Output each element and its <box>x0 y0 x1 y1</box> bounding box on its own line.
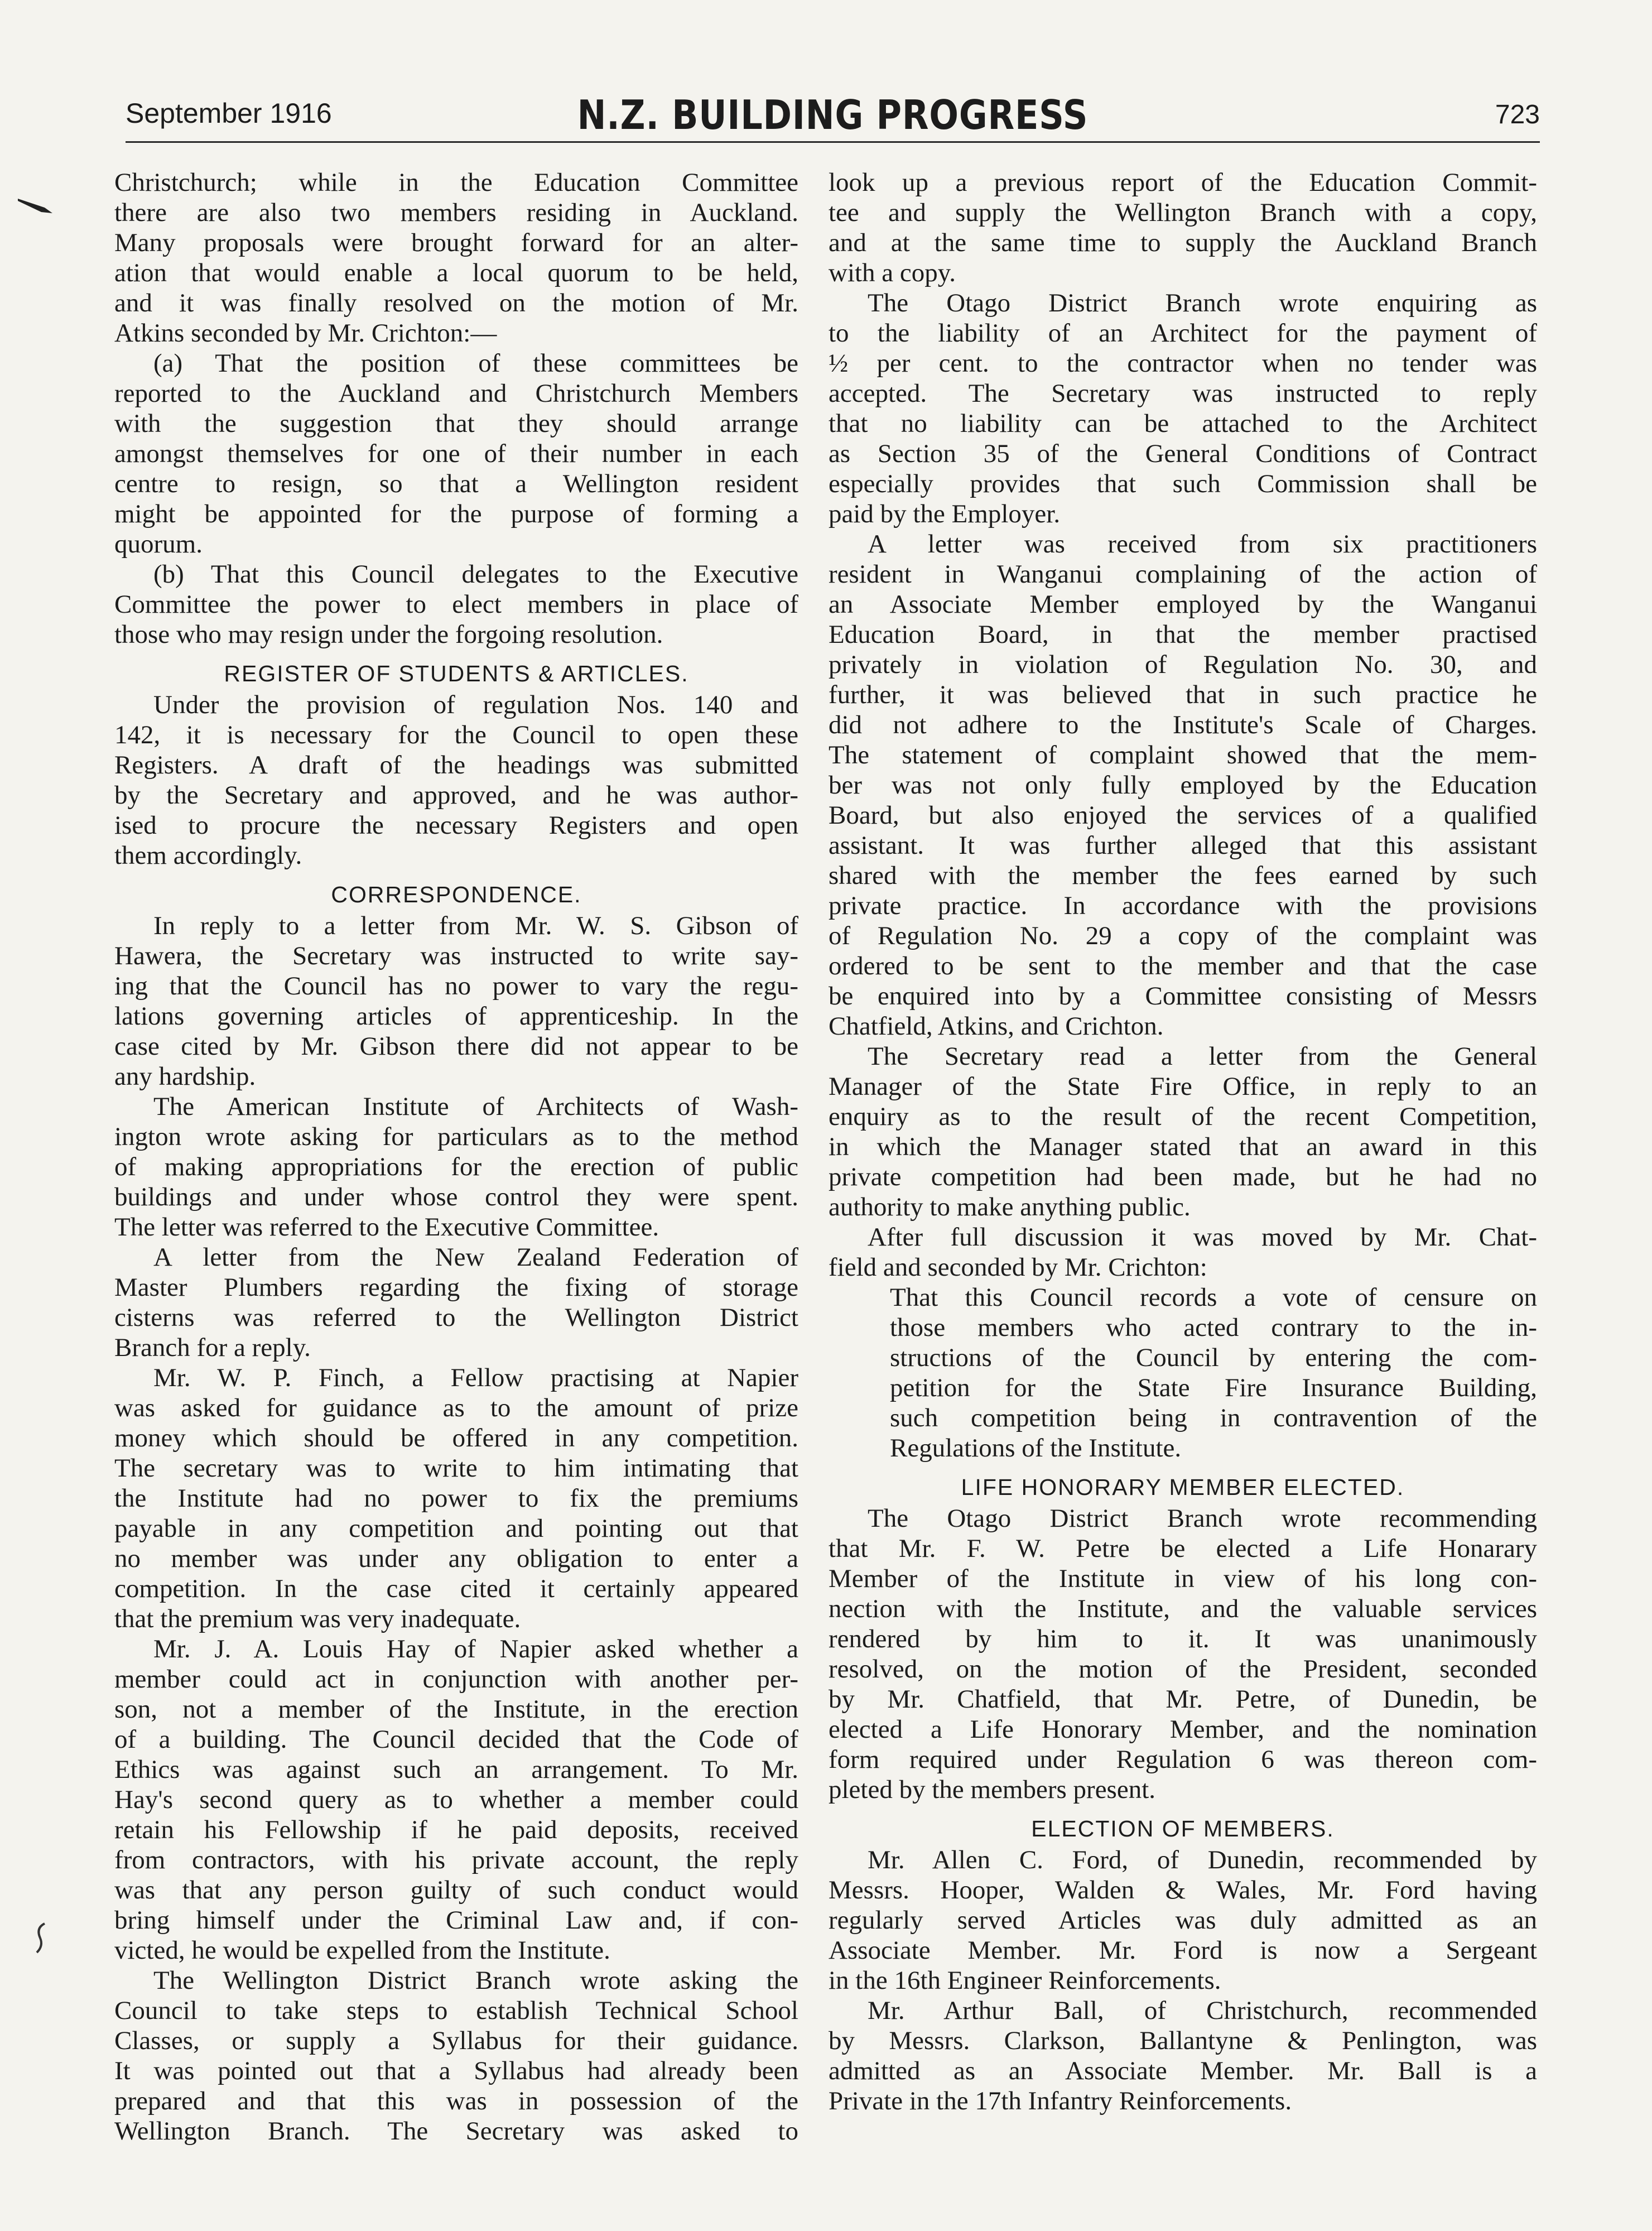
text-line: rendered by him to it. It was unanimously <box>829 1624 1537 1653</box>
text-line: further, it was believed that in such practice he <box>829 680 1537 709</box>
text-line: Hay's second query as to whether a member could <box>114 1785 798 1814</box>
text-line: them accordingly. <box>114 841 302 870</box>
text-line: private competition had been made, but he had no <box>829 1162 1537 1191</box>
text-line: reported to the Auckland and Christchurch Members <box>114 379 798 408</box>
text-line: Ethics was against such an arrangement. To Mr. <box>114 1755 798 1784</box>
text-line: ordered to be sent to the member and that the case <box>829 951 1537 980</box>
text-line: ing that the Council has no power to vary the regu- <box>114 972 798 1001</box>
text-line: privately in violation of Regulation No. 30, and <box>829 650 1537 679</box>
text-line: resident in Wanganui complaining of the action of <box>829 560 1537 589</box>
right-text-column <box>829 167 1537 2116</box>
text-line: 142, it is necessary for the Council to open these <box>114 720 798 749</box>
text-line: accepted. The Secretary was instructed to reply <box>829 379 1537 408</box>
text-line: was asked for guidance as to the amount of prize <box>114 1393 798 1422</box>
text-line: by the Secretary and approved, and he was author- <box>114 781 798 810</box>
text-line: enquiry as to the result of the recent Competition, <box>829 1102 1537 1131</box>
text-line: with the suggestion that they should arrange <box>114 409 798 438</box>
text-line: member could act in conjunction with another per- <box>114 1665 798 1694</box>
text-line: of a building. The Council decided that the Code of <box>114 1725 798 1754</box>
text-line: might be appointed for the purpose of forming a <box>114 499 798 528</box>
text-line: ½ per cent. to the contractor when no tender was <box>829 349 1537 378</box>
text-line: authority to make anything public. <box>829 1193 1191 1222</box>
text-line: Board, but also enjoyed the services of a qualified <box>829 801 1537 830</box>
text-line: Private in the 17th Infantry Reinforcements. <box>829 2086 1292 2115</box>
text-line: tee and supply the Wellington Branch with a copy, <box>829 198 1537 227</box>
text-line: there are also two members residing in Auckland. <box>114 198 798 227</box>
text-line: be enquired into by a Committee consisting of Messrs <box>829 982 1537 1011</box>
text-line: assistant. It was further alleged that this assistant <box>829 831 1537 860</box>
resolution-text-line: petition for the State Fire Insurance Building, <box>890 1373 1537 1402</box>
margin-arrow-mark-icon <box>17 195 54 215</box>
section-heading: LIFE HONORARY MEMBER ELECTED. <box>961 1474 1405 1500</box>
text-line: as Section 35 of the General Conditions of Contract <box>829 439 1537 468</box>
text-line: regularly served Articles was duly admitted as an <box>829 1906 1537 1935</box>
text-line: was that any person guilty of such conduct would <box>114 1876 798 1905</box>
text-line: and it was finally resolved on the motion of Mr. <box>114 289 798 318</box>
text-line: shared with the member the fees earned by such <box>829 861 1537 890</box>
text-line: Member of the Institute in view of his long con- <box>829 1564 1537 1593</box>
text-line: an Associate Member employed by the Wanganui <box>829 590 1537 619</box>
resolution-text-line: Regulations of the Institute. <box>890 1434 1182 1463</box>
text-line: and at the same time to supply the Auckland Branch <box>829 228 1537 257</box>
text-line: Education Board, in that the member practised <box>829 620 1537 649</box>
text-line: son, not a member of the Institute, in the erection <box>114 1695 798 1724</box>
text-line: in the 16th Engineer Reinforcements. <box>829 1966 1221 1995</box>
text-line: form required under Regulation 6 was thereon com- <box>829 1745 1537 1774</box>
page-header <box>126 94 1540 145</box>
page-number: 723 <box>1495 100 1540 129</box>
text-line: private practice. In accordance with the provisions <box>829 891 1537 920</box>
text-line: (a) That the position of these committees be <box>153 349 798 378</box>
resolution-text-line: That this Council records a vote of censure on <box>890 1283 1537 1312</box>
text-line: buildings and under whose control they were spent. <box>114 1182 798 1211</box>
text-line: The statement of complaint showed that the mem- <box>829 741 1537 770</box>
text-line: (b) That this Council delegates to the Executive <box>153 560 798 589</box>
text-line: money which should be offered in any competition. <box>114 1424 798 1453</box>
text-line: those who may resign under the forgoing resolution. <box>114 620 663 649</box>
text-line: Wellington Branch. The Secretary was asked to <box>114 2117 798 2146</box>
text-line: Mr. Allen C. Ford, of Dunedin, recommended by <box>868 1845 1537 1874</box>
section-heading: CORRESPONDENCE. <box>331 882 582 907</box>
text-line: nection with the Institute, and the valuable services <box>829 1594 1537 1623</box>
text-line: the Institute had no power to fix the premiums <box>114 1484 798 1513</box>
text-line: that no liability can be attached to the Architect <box>829 409 1537 438</box>
text-line: Christchurch; while in the Education Committee <box>114 168 798 197</box>
text-line: The Wellington District Branch wrote asking the <box>153 1966 798 1995</box>
text-line: Branch for a reply. <box>114 1333 311 1362</box>
resolution-text-line: such competition being in contravention of the <box>890 1403 1537 1432</box>
text-line: any hardship. <box>114 1062 256 1091</box>
text-line: Mr. W. P. Finch, a Fellow practising at Napier <box>153 1363 798 1392</box>
text-line: with a copy. <box>829 258 956 287</box>
text-line: Messrs. Hooper, Walden & Wales, Mr. Ford having <box>829 1876 1537 1905</box>
text-line: ington wrote asking for particulars as to the method <box>114 1122 798 1151</box>
text-line: Chatfield, Atkins, and Crichton. <box>829 1012 1164 1041</box>
header-rule <box>126 141 1540 143</box>
text-line: resolved, on the motion of the President, seconded <box>829 1655 1537 1684</box>
text-line: A letter from the New Zealand Federation of <box>153 1243 798 1272</box>
section-heading: REGISTER OF STUDENTS & ARTICLES. <box>224 661 689 686</box>
text-line: The Otago District Branch wrote recommending <box>868 1504 1537 1533</box>
text-line: ation that would enable a local quorum to be held, <box>114 258 798 287</box>
text-line: Hawera, the Secretary was instructed to write say- <box>114 941 798 970</box>
text-line: Registers. A draft of the headings was submitted <box>114 751 798 780</box>
text-line: The Secretary read a letter from the General <box>868 1042 1537 1071</box>
section-heading: ELECTION OF MEMBERS. <box>1031 1816 1335 1841</box>
text-line: from contractors, with his private account, the reply <box>114 1845 798 1874</box>
text-line: no member was under any obligation to enter a <box>114 1544 798 1573</box>
text-line: amongst themselves for one of their number in each <box>114 439 798 468</box>
text-line: admitted as an Associate Member. Mr. Ball is a <box>829 2056 1537 2085</box>
text-line: Classes, or supply a Syllabus for their guidance. <box>114 2026 798 2055</box>
text-line: of making appropriations for the erection of public <box>114 1152 798 1181</box>
text-line: centre to resign, so that a Wellington resident <box>114 469 798 498</box>
text-line: that the premium was very inadequate. <box>114 1604 521 1633</box>
text-line: Many proposals were brought forward for an alter- <box>114 228 798 257</box>
header-date: September 1916 <box>126 98 332 129</box>
text-line: Mr. J. A. Louis Hay of Napier asked whether a <box>153 1634 798 1663</box>
text-line: case cited by Mr. Gibson there did not appear to be <box>114 1032 798 1061</box>
text-line: cisterns was referred to the Wellington District <box>114 1303 798 1332</box>
left-text-column <box>114 167 798 2146</box>
text-line: to the liability of an Architect for the payment of <box>829 319 1537 348</box>
text-line: The American Institute of Architects of Wash- <box>153 1092 798 1121</box>
text-line: pleted by the members present. <box>829 1775 1156 1804</box>
text-line: The letter was referred to the Executive Committee. <box>114 1213 659 1242</box>
resolution-text-line: structions of the Council by entering the com- <box>890 1343 1537 1372</box>
text-line: competition. In the case cited it certainly appeared <box>114 1574 798 1603</box>
publication-title: N.Z. BUILDING PROGRESS <box>577 92 1089 138</box>
text-line: elected a Life Honorary Member, and the nomination <box>829 1715 1537 1744</box>
text-line: ber was not only fully employed by the Education <box>829 771 1537 800</box>
text-line: In reply to a letter from Mr. W. S. Gibson of <box>153 911 798 940</box>
text-line: by Mr. Chatfield, that Mr. Petre, of Dunedin, be <box>829 1685 1537 1714</box>
text-line: Under the provision of regulation Nos. 140 and <box>153 690 798 719</box>
text-line: After full discussion it was moved by Mr. Chat- <box>868 1223 1537 1252</box>
text-line: Council to take steps to establish Technical School <box>114 1996 798 2025</box>
text-line: lations governing articles of apprenticeship. In the <box>114 1002 798 1031</box>
text-line: Atkins seconded by Mr. Crichton:— <box>114 319 497 348</box>
text-line: The secretary was to write to him intimating that <box>114 1454 798 1483</box>
text-line: Committee the power to elect members in place of <box>114 590 798 619</box>
text-line: by Messrs. Clarkson, Ballantyne & Penlington, was <box>829 2026 1537 2055</box>
text-line: Manager of the State Fire Office, in reply to an <box>829 1072 1537 1101</box>
text-line: prepared and that this was in possession of the <box>114 2086 798 2115</box>
text-line: especially provides that such Commission shall be <box>829 469 1537 498</box>
text-line: bring himself under the Criminal Law and, if con- <box>114 1906 798 1935</box>
text-line: Master Plumbers regarding the fixing of storage <box>114 1273 798 1302</box>
text-line: quorum. <box>114 530 203 559</box>
text-line: A letter was received from six practitioners <box>868 530 1537 559</box>
text-line: ised to procure the necessary Registers and open <box>114 811 798 840</box>
text-line: Mr. Arthur Ball, of Christchurch, recommended <box>868 1996 1537 2025</box>
text-line: payable in any competition and pointing out that <box>114 1514 798 1543</box>
text-line: look up a previous report of the Education Commit- <box>829 168 1537 197</box>
text-line: The Otago District Branch wrote enquiring as <box>868 289 1537 318</box>
resolution-text-line: those members who acted contrary to the in- <box>890 1313 1537 1342</box>
text-line: It was pointed out that a Syllabus had already been <box>114 2056 798 2085</box>
text-line: that Mr. F. W. Petre be elected a Life Honarary <box>829 1534 1537 1563</box>
text-line: of Regulation No. 29 a copy of the complaint was <box>829 921 1537 950</box>
text-line: Associate Member. Mr. Ford is now a Sergeant <box>829 1936 1537 1965</box>
text-line: victed, he would be expelled from the Institute. <box>114 1936 610 1965</box>
text-line: field and seconded by Mr. Crichton: <box>829 1253 1207 1282</box>
text-line: retain his Fellowship if he paid deposits, received <box>114 1815 798 1844</box>
text-line: in which the Manager stated that an award in this <box>829 1132 1537 1161</box>
text-line: paid by the Employer. <box>829 499 1061 528</box>
text-line: did not adhere to the Institute's Scale of Charges. <box>829 710 1537 739</box>
margin-bracket-mark-icon <box>33 1922 48 1954</box>
